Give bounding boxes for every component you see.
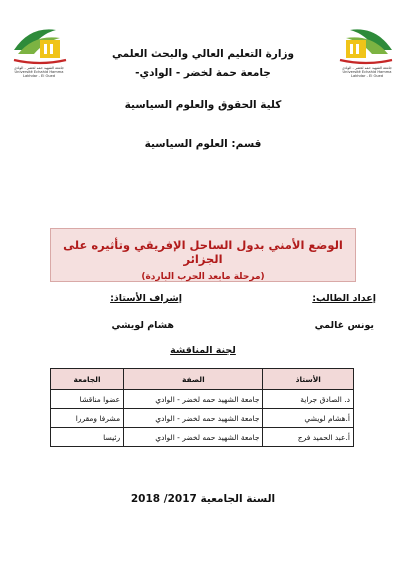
committee-title: لجنة المناقشة <box>170 345 236 356</box>
faculty-name: كلية الحقوق والعلوم السياسية <box>124 99 282 111</box>
thesis-title: الوضع الأمني بدول الساحل الإفريقي وتأثيره على الجزائر <box>63 238 343 266</box>
supervisor-label: إشراف الأستاذ: <box>110 293 182 304</box>
cell-professor: د. الصادق جراية <box>263 390 354 409</box>
cell-role: رئيسا <box>51 428 124 447</box>
cell-institution: جامعة الشهيد حمه لخضر - الوادي <box>124 409 263 428</box>
logo-caption-right: جامعة الشهيد حمه لخضر - الوادي Université Echahid Hamma Lakhdar - El Oued <box>342 66 392 78</box>
table-row <box>51 390 354 409</box>
cell-institution: جامعة الشهيد حمه لخضر - الوادي <box>124 390 263 409</box>
cell-professor: أ.هشام لويشي <box>263 409 354 428</box>
department-name: قسم: العلوم السياسية <box>144 138 262 150</box>
cell-role: عضوا مناقشا <box>51 390 124 409</box>
committee-table <box>50 368 354 447</box>
university-logo-right <box>338 20 396 68</box>
cell-institution: جامعة الشهيد حمه لخضر - الوادي <box>124 428 263 447</box>
table-row <box>51 409 354 428</box>
university-logo-left <box>10 20 68 68</box>
header-role: الجامعة <box>51 369 124 390</box>
academic-year: السنة الجامعية 2017/ 2018 <box>130 493 276 505</box>
student-name: يونس غالمي <box>314 320 374 331</box>
thesis-title-box <box>50 228 356 282</box>
table-row <box>51 428 354 447</box>
cell-professor: أ.عبد الحميد فرج <box>263 428 354 447</box>
cell-role: مشرفا ومقررا <box>51 409 124 428</box>
thesis-subtitle: (مرحلة مابعد الحرب الباردة) <box>141 272 265 282</box>
ministry-title: وزارة التعليم العالي والبحث العلمي <box>111 48 295 60</box>
table-header-row <box>51 369 354 390</box>
header-professor: الأستاذ <box>263 369 354 390</box>
header-institution: الصفة <box>124 369 263 390</box>
supervisor-name: هشام لويشي <box>111 320 174 331</box>
university-name: جامعة حمة لخضر - الوادي- <box>135 67 271 79</box>
logo-caption-left: جامعة الشهيد حمه لخضر - الوادي Université Echahid Hamma Lakhdar - El Oued <box>14 66 64 78</box>
prepared-by-label: إعداد الطالب: <box>312 293 376 304</box>
